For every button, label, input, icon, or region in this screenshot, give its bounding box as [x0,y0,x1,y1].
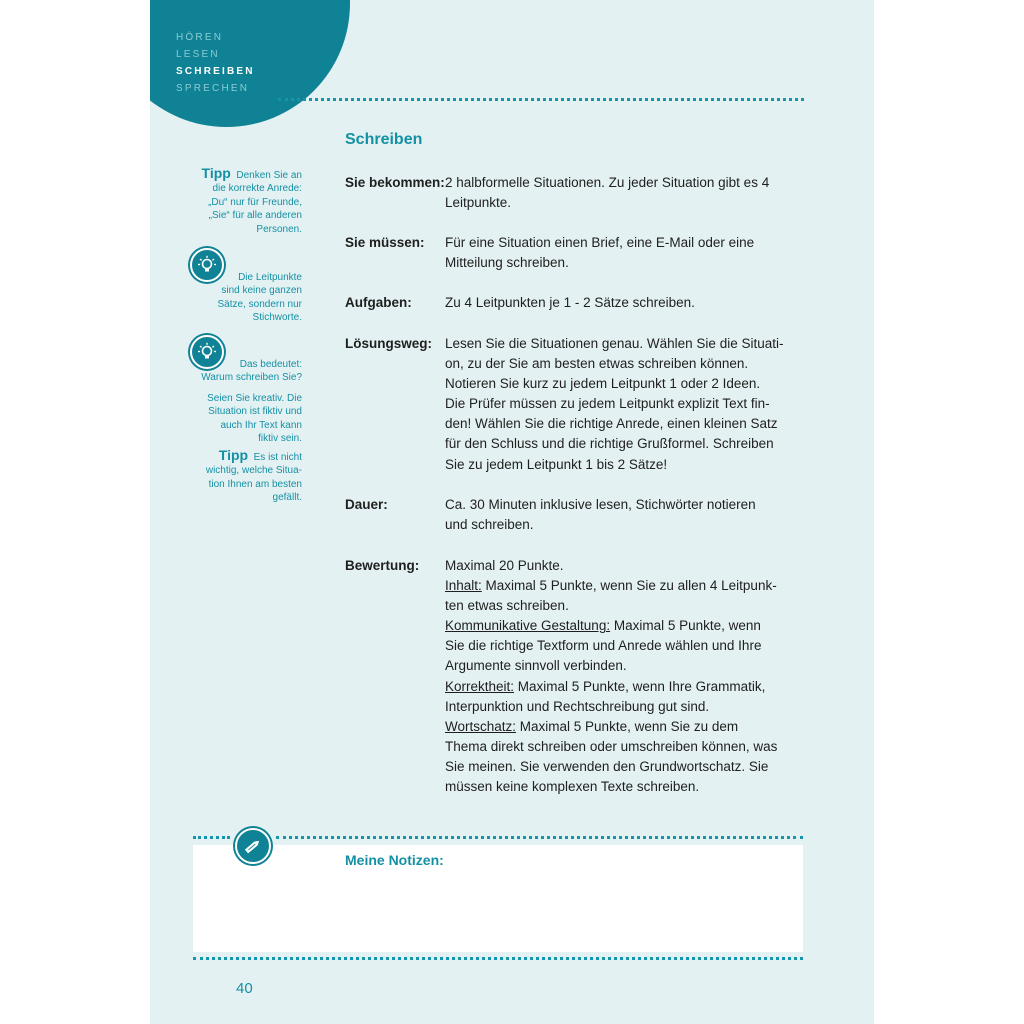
notes-dotted-rule-right [276,836,803,839]
row-text: Für eine Situation einen Brief, eine E-Mail oder eine Mitteilung schreiben. [445,235,755,271]
sidebar-tip-1: Tipp Denken Sie an die korrekte Anrede: „Du“ nur für Freunde, „Sie“ für alle anderen Personen. [201,165,302,235]
row-text: 2 halbformelle Situationen. Zu jeder Situation gibt es 4 Leitpunkte. [445,175,770,211]
skill-schreiben-active: SCHREIBEN [176,66,255,77]
notes-field[interactable] [193,845,803,952]
section-title: Schreiben [345,131,423,148]
sidebar-tip-2: Tipp Es ist nicht wichtig, welche Situa- tion Ihnen am besten gefällt. [205,447,302,504]
pencil-icon [235,828,271,864]
criterion-korrektheit: Korrektheit: [445,678,515,694]
sidebar-note-bedeutet: Das bedeutet: Warum schreiben Sie? [201,359,302,384]
notes-label: Meine Notizen: [345,852,444,868]
row-label: Aufgaben: [345,295,412,310]
row-text: Zu 4 Leitpunkten je 1 - 2 Sätze schreiben. [445,295,695,310]
bottom-dotted-rule [193,957,803,960]
row-text: Maximal 20 Punkte. Inhalt: Maximal 5 Punkte, wenn Sie zu allen 4 Leitpunk- ten etwas schreiben. Kommunikative Gestaltung: Maximal 5 Punkte, wenn Sie die richtige Textform und Anrede wählen und Ihre Argumente sinnvoll verbinden. Korrektheit: Maximal 5 Punkte, wenn Ihre Grammatik, Interpunktion und Rechtschreibung gut sind. Wortschatz: Maximal 5 Punkte, wenn Sie zu dem Thema direkt schreiben oder umschreiben können, was Sie meinen. Sie verwenden den Grundwortschatz. Sie müssen keine komplexen Texte schreiben. [445,558,778,795]
row-text: Lesen Sie die Situationen genau. Wählen Sie die Situati- on, zu der Sie am besten etwas schreiben können. Notieren Sie kurz zu jedem Leitpunkt 1 oder 2 Ideen. Die Prüfer müssen zu jedem Leitpunkt explizit Text fin- den! Wählen Sie die richtige Anrede, einen kleinen Satz für den Schluss und die richtige Grußformel. Schreiben Sie zu jedem Leitpunkt 1 bis 2 Sätze! [445,336,784,472]
criterion-inhalt: Inhalt: [445,578,482,594]
tip-label: Tipp [201,165,231,181]
row-label: Bewertung: [345,558,420,573]
skill-hoeren: HÖREN [176,32,224,43]
sidebar-note-leitpunkte: Die Leitpunkte sind keine ganzen Sätze, sondern nur Stichworte. [217,272,302,324]
row-text: Ca. 30 Minuten inklusive lesen, Stichwörter notieren und schreiben. [445,497,756,533]
top-dotted-rule [278,98,804,101]
sidebar-note-kreativ: Seien Sie kreativ. Die Situation ist fiktiv und auch Ihr Text kann fiktiv sein. [207,393,302,445]
criterion-wortschatz: Wortschatz: [445,718,517,734]
skill-lesen: LESEN [176,49,220,60]
skill-sprechen: SPRECHEN [176,83,250,94]
row-label: Sie müssen: [345,235,425,250]
criterion-kommunikative-gestaltung: Kommunikative Gestaltung: [445,618,611,634]
row-label: Dauer: [345,497,388,512]
row-label: Lösungsweg: [345,336,432,351]
skills-nav [176,29,255,97]
book-page [150,0,874,1024]
notes-dotted-rule-left [193,836,230,839]
page-number: 40 [236,980,253,997]
row-label: Sie bekommen: [345,175,445,190]
tip-label: Tipp [218,447,249,463]
